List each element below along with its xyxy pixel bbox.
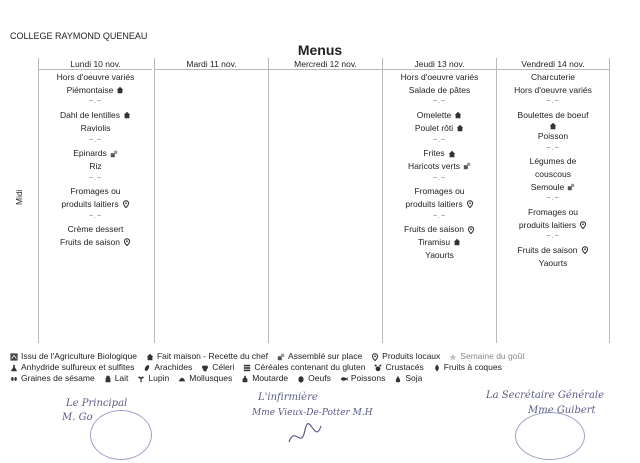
signature-nurse-name: Mme Vieux-De-Potter M.H <box>252 408 373 418</box>
legend-item <box>10 362 134 373</box>
course-separator: ~.~ <box>88 174 103 182</box>
menu-item <box>497 155 609 168</box>
menu-item <box>39 236 152 249</box>
day-column <box>154 58 268 343</box>
menu-item-text: produits laitiers <box>61 199 119 210</box>
house-icon <box>549 122 557 130</box>
course-separator: ~.~ <box>432 212 447 220</box>
menu-item <box>497 168 609 181</box>
menu-item-text: Salade de pâtes <box>408 84 471 95</box>
menu-item-text: Hors d'oeuvre variés <box>56 72 135 82</box>
day-header: Mardi 11 nov. <box>155 58 268 70</box>
menu-item-text: Riz <box>89 160 102 171</box>
menu-item <box>497 122 609 130</box>
day-menu <box>497 71 609 270</box>
day-column <box>496 58 610 343</box>
legend-item <box>394 373 422 384</box>
house-icon <box>146 353 154 361</box>
pin-icon <box>122 200 130 208</box>
legend-item <box>243 362 365 373</box>
legend-label: Assemblé sur place <box>288 351 363 361</box>
menu-item <box>497 206 609 219</box>
menu-item <box>39 109 152 122</box>
assemble-icon <box>463 162 471 170</box>
peanut-icon <box>143 364 151 372</box>
menu-item <box>497 84 609 97</box>
menu-item-text: Fromages ou <box>70 186 121 197</box>
legend-item <box>178 373 232 384</box>
menu-item <box>497 244 609 257</box>
house-icon <box>456 124 464 132</box>
legend-item <box>10 351 137 362</box>
day-column <box>268 58 382 343</box>
nut-icon <box>433 364 441 372</box>
signature-principal-name: M. Go <box>62 412 93 423</box>
legend-label: Céleri <box>212 362 235 372</box>
menu-item <box>383 185 496 198</box>
legend-label: Poissons <box>350 373 386 383</box>
course-separator: ~.~ <box>546 98 560 106</box>
meal-label: Midi <box>14 189 24 205</box>
legend-item <box>277 351 362 362</box>
legend-label: Lupin <box>148 373 170 383</box>
house-icon <box>454 111 462 119</box>
legend-item <box>340 373 386 384</box>
signature-secretary-title: La Secrétaire Générale <box>486 390 605 401</box>
signature-secretary-name: Mme Guibert <box>528 405 596 416</box>
legend-item <box>137 373 169 384</box>
legend-label: Produits locaux <box>382 351 441 361</box>
wheat-icon <box>243 364 251 372</box>
school-stamp-left <box>90 410 152 460</box>
menu-item <box>497 219 609 232</box>
shell-icon <box>178 375 186 383</box>
legend-label: Fruits à coques <box>443 362 502 372</box>
menu-item-text: Fromages ou <box>414 186 465 197</box>
day-column <box>382 58 496 343</box>
house-icon <box>448 150 456 158</box>
bio-icon <box>10 353 18 361</box>
menu-item <box>39 147 152 160</box>
menu-item <box>383 71 496 84</box>
celery-icon <box>201 364 209 372</box>
school-stamp-right <box>515 412 585 460</box>
course-separator: ~.~ <box>88 98 103 106</box>
flask-icon <box>10 364 18 372</box>
school-name: COLLEGE RAYMOND QUENEAU <box>10 31 148 41</box>
menu-item-text: Hors d'oeuvre variés <box>400 72 479 82</box>
day-menu <box>383 71 496 262</box>
menu-item-text: Piémontaise <box>66 84 114 95</box>
menu-item <box>39 185 152 198</box>
course-separator: ~.~ <box>546 144 560 152</box>
menu-item <box>497 257 609 270</box>
menu-item-text: Fruits de saison <box>60 237 120 248</box>
legend-label: Issu de l'Agriculture Biologique <box>21 351 137 361</box>
crab-icon <box>374 364 382 372</box>
signature-principal-title: Le Principal <box>66 398 128 409</box>
pin-icon <box>371 353 379 361</box>
pin-icon <box>467 226 475 234</box>
lupin-icon <box>137 375 145 383</box>
house-icon <box>123 111 131 119</box>
menu-item-text: Haricots verts <box>408 160 460 171</box>
day-menu <box>39 71 152 249</box>
course-separator: ~.~ <box>88 212 103 220</box>
legend-item <box>10 373 95 384</box>
pin-icon <box>466 200 474 208</box>
legend-label: Graines de sésame <box>21 373 95 383</box>
signature-nurse-title: L'infirmière <box>258 392 318 403</box>
menu-item <box>383 236 496 249</box>
menu-item-text: produits laitiers <box>405 199 463 210</box>
menu-item-text: Charcuterie <box>531 72 575 82</box>
course-separator: ~.~ <box>88 136 103 144</box>
menu-item <box>383 249 496 262</box>
legend-item <box>371 351 440 362</box>
menu-item-text: Hors d'oeuvre variés <box>514 84 592 95</box>
legend-item <box>449 351 524 362</box>
pin-icon <box>123 238 131 246</box>
menu-item-text: Yaourts <box>538 257 568 268</box>
menu-item <box>39 71 152 84</box>
legend-label: Semaine du goût <box>460 351 525 361</box>
day-header: Mercredi 12 nov. <box>269 58 382 70</box>
legend-label: Mollusques <box>189 373 233 383</box>
menu-item <box>383 109 496 122</box>
legend-item <box>297 373 331 384</box>
pin-icon <box>579 221 587 229</box>
sesame-icon <box>10 375 18 383</box>
mustard-icon <box>241 375 249 383</box>
menu-grid <box>38 58 610 343</box>
star-icon <box>449 353 457 361</box>
legend-item <box>374 362 423 373</box>
menu-item <box>383 223 496 236</box>
day-header: Vendredi 14 nov. <box>497 58 609 70</box>
signature-scribble <box>285 420 325 450</box>
milk-icon <box>104 375 112 383</box>
menu-item-text: Frites <box>423 148 445 159</box>
house-icon <box>116 86 124 94</box>
soy-icon <box>394 375 402 383</box>
menu-item <box>383 147 496 160</box>
pin-icon <box>581 246 589 254</box>
legend-item <box>146 351 268 362</box>
legend-item <box>241 373 288 384</box>
menu-item <box>39 122 152 135</box>
assemble-icon <box>567 183 575 191</box>
legend-label: Oeufs <box>308 373 331 383</box>
legend-label: Lait <box>114 373 129 383</box>
menu-item-text: Poisson <box>537 130 569 141</box>
menu-item-text: Fruits de saison <box>404 224 464 235</box>
menu-item <box>39 198 152 211</box>
menu-item-text: Boulettes de boeuf <box>517 110 589 121</box>
menu-item-text: Yaourts <box>425 249 454 260</box>
menu-item <box>383 84 496 97</box>
menu-item-text: Semoule <box>530 181 565 192</box>
legend-label: Soja <box>405 373 423 383</box>
course-separator: ~.~ <box>432 174 447 182</box>
menu-item <box>39 84 152 97</box>
menu-item <box>39 223 152 236</box>
egg-icon <box>297 375 305 383</box>
legend-label: Arachides <box>154 362 193 372</box>
menu-item-text: produits laitiers <box>518 219 577 230</box>
assemble-icon <box>277 353 285 361</box>
legend-label: Moutarde <box>252 373 289 383</box>
course-separator: ~.~ <box>546 233 560 241</box>
day-header: Jeudi 13 nov. <box>383 58 496 70</box>
house-icon <box>453 238 461 246</box>
menu-item-text: couscous <box>535 168 571 179</box>
menu-item-text: Fromages ou <box>527 207 579 218</box>
legend-label: Fait maison - Recette du chef <box>156 351 268 361</box>
legend-row <box>10 351 630 362</box>
menu-item <box>497 181 609 194</box>
legend-item <box>143 362 192 373</box>
menu-item-text: Raviolis <box>80 122 111 133</box>
menu-item <box>39 160 152 173</box>
assemble-icon <box>110 150 118 158</box>
menu-item-text: Omelette <box>416 110 452 121</box>
menu-item <box>383 160 496 173</box>
menu-item-text: Epinards <box>73 148 107 159</box>
course-separator: ~.~ <box>546 195 560 203</box>
menu-item-text: Fruits de saison <box>517 245 578 256</box>
menu-item <box>497 109 609 122</box>
menu-item-text: Dahl de lentilles <box>59 110 120 121</box>
legend-item <box>201 362 234 373</box>
course-separator: ~.~ <box>432 98 447 106</box>
legend-label: Céréales contenant du gluten <box>254 362 366 372</box>
legend-row <box>10 362 630 373</box>
menu-item-text: Tiramisu <box>417 237 451 248</box>
menu-item <box>497 71 609 84</box>
menu-item-text: Poulet rôti <box>414 122 454 133</box>
page-title: Menus <box>297 42 343 58</box>
legend-label: Anhydride sulfureux et sulfites <box>21 362 135 372</box>
legend-label: Crustacés <box>385 362 424 372</box>
legend-item <box>433 362 502 373</box>
legend-item <box>104 373 129 384</box>
menu-item <box>497 130 609 143</box>
legend-row <box>10 373 630 384</box>
menu-item-text: Crème dessert <box>67 224 124 235</box>
menu-item <box>383 198 496 211</box>
legend <box>10 351 630 384</box>
course-separator: ~.~ <box>432 136 447 144</box>
day-header: Lundi 10 nov. <box>39 58 152 70</box>
menu-item-text: Légumes de <box>529 156 577 167</box>
fish-icon <box>340 375 348 383</box>
day-column <box>38 58 152 343</box>
menu-item <box>383 122 496 135</box>
